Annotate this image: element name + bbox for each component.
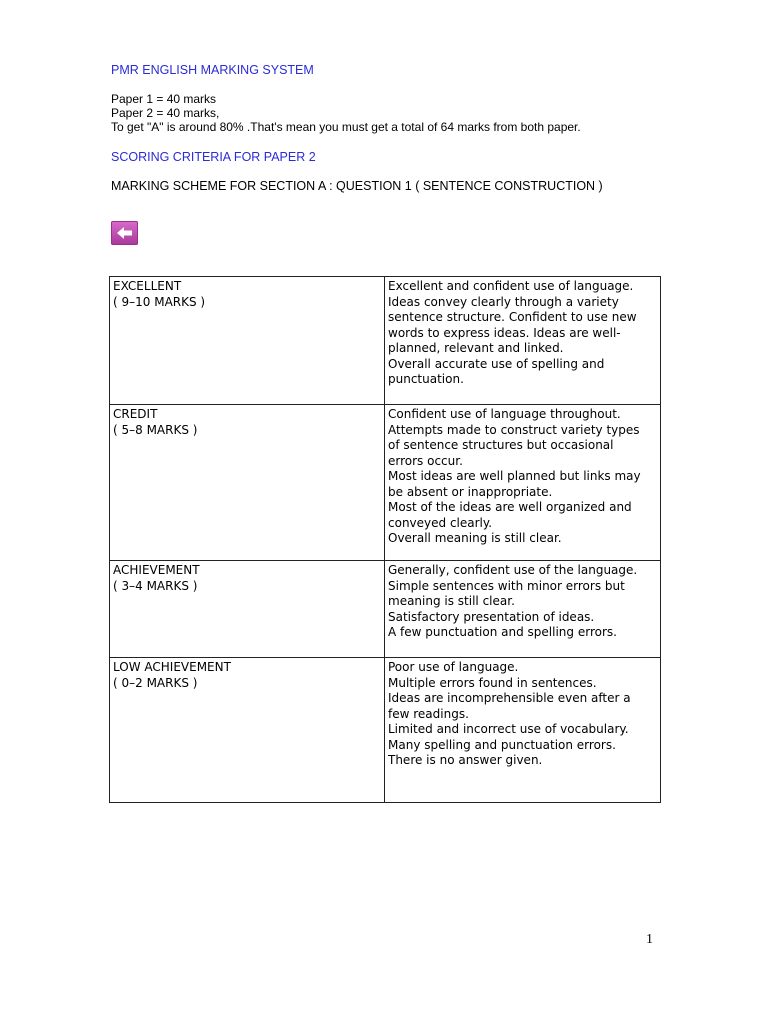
description-cell: [385, 405, 661, 561]
band-marks: ( 3–4 MARKS ): [113, 578, 198, 593]
paper1-line: Paper 1 = 40 marks: [111, 92, 217, 106]
description-line: sentence structure. Confident to use new: [388, 310, 637, 324]
description-line: punctuation.: [388, 372, 464, 386]
band-marks: ( 0–2 MARKS ): [113, 675, 198, 690]
band-cell: [110, 405, 385, 561]
band-cell: [110, 561, 385, 658]
description-line: Ideas are incomprehensible even after a: [388, 691, 631, 705]
band-marks: ( 9–10 MARKS ): [113, 294, 206, 309]
description-line: errors occur.: [388, 453, 463, 468]
description-line: A few punctuation and spelling errors.: [388, 625, 617, 639]
band-marks: ( 5–8 MARKS ): [113, 422, 198, 437]
description-line: few readings.: [388, 706, 469, 721]
description-line: Satisfactory presentation of ideas.: [388, 609, 595, 624]
band-label: ACHIEVEMENT: [113, 563, 200, 577]
table-row: [110, 561, 661, 658]
description-line: Poor use of language.: [388, 660, 519, 674]
description-line: Confident use of language throughout.: [388, 407, 621, 421]
description-line: words to express ideas. Ideas are well-: [388, 325, 621, 340]
table-row: [110, 277, 661, 405]
band-label: CREDIT: [113, 407, 158, 421]
table-row: [110, 405, 661, 561]
arrow-left-icon: [116, 225, 134, 241]
description-line: conveyed clearly.: [388, 515, 493, 530]
marking-scheme-table: [109, 276, 661, 803]
description-line: There is no answer given.: [388, 753, 543, 767]
band-cell: [110, 277, 385, 405]
description-line: Most ideas are well planned but links may: [388, 469, 641, 483]
description-line: Limited and incorrect use of vocabulary.: [388, 722, 629, 736]
band-cell: [110, 658, 385, 803]
table-row: [110, 658, 661, 803]
paper2-line: Paper 2 = 40 marks,: [111, 106, 220, 120]
description-line: Many spelling and punctuation errors.: [388, 737, 616, 752]
description-line: Overall meaning is still clear.: [388, 531, 562, 545]
back-button[interactable]: [111, 221, 138, 245]
grade-note: To get "A" is around 80% .That's mean you must get a total of 64 marks from both paper.: [111, 120, 581, 134]
description-line: Attempts made to construct variety types: [388, 422, 640, 437]
description-line: be absent or inappropriate.: [388, 484, 553, 499]
description-line: Simple sentences with minor errors but: [388, 578, 625, 593]
description-cell: [385, 561, 661, 658]
description-line: Most of the ideas are well organized and: [388, 500, 632, 514]
criteria-heading: SCORING CRITERIA FOR PAPER 2: [111, 150, 316, 164]
description-line: Overall accurate use of spelling and: [388, 356, 605, 371]
band-label: EXCELLENT: [113, 279, 182, 293]
page-number: 1: [646, 932, 653, 947]
description-line: Multiple errors found in sentences.: [388, 675, 597, 690]
description-cell: [385, 277, 661, 405]
description-line: Generally, confident use of the language.: [388, 563, 638, 577]
description-cell: [385, 658, 661, 803]
scheme-heading: MARKING SCHEME FOR SECTION A : QUESTION 1 ( SENTENCE CONSTRUCTION ): [111, 179, 603, 193]
band-label: LOW ACHIEVEMENT: [113, 660, 231, 674]
description-line: planned, relevant and linked.: [388, 341, 564, 355]
description-line: Ideas convey clearly through a variety: [388, 294, 619, 309]
description-line: of sentence structures but occasional: [388, 438, 614, 452]
description-line: meaning is still clear.: [388, 594, 515, 608]
description-line: Excellent and confident use of language.: [388, 279, 634, 293]
page-title: PMR ENGLISH MARKING SYSTEM: [111, 63, 314, 77]
